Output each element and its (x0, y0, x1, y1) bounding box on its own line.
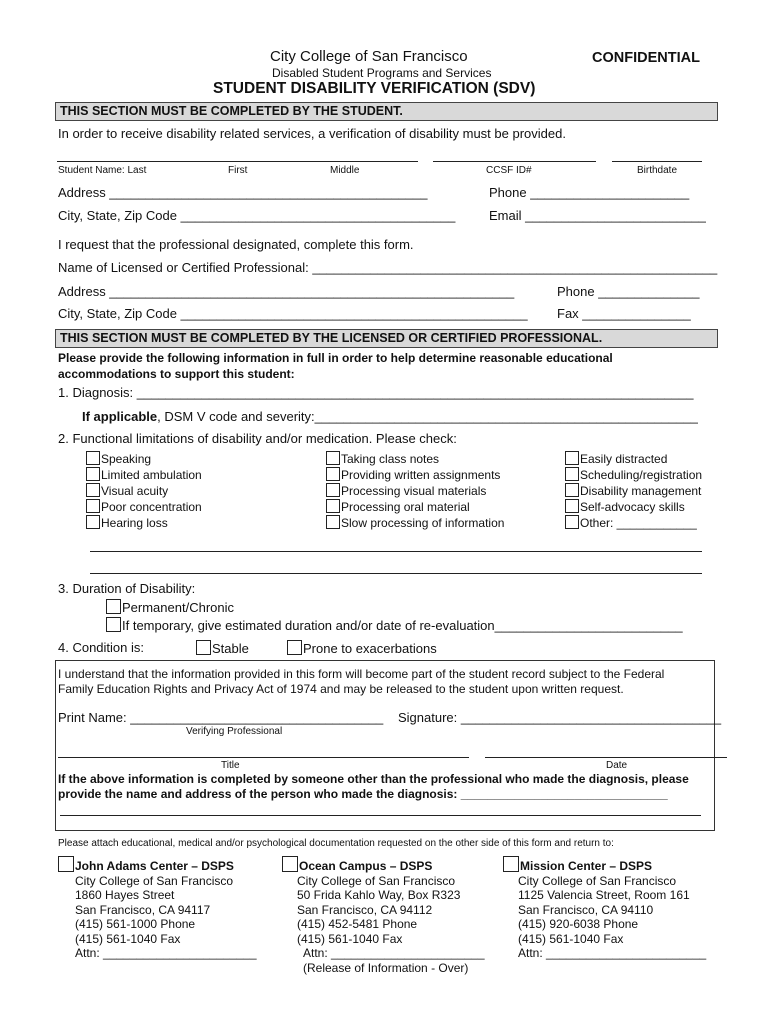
professional-name-field[interactable]: Name of Licensed or Certified Professional: ________________________________________________________ (58, 260, 718, 275)
first-name-label: First (228, 165, 248, 176)
consent-line-2: Family Education Rights and Privacy Act of 1974 and may be released to the student upon written request. (58, 682, 624, 696)
checkbox-disability-management[interactable]: Disability management (565, 483, 702, 499)
attn-field[interactable]: Attn: _______________________ (303, 946, 485, 960)
center-line: 1125 Valencia Street, Room 161 (518, 888, 690, 902)
instruction-line-1: Please provide the following information in full in order to help determine reasonable educational (58, 351, 613, 365)
checkbox-permanent[interactable]: Permanent/Chronic (106, 599, 234, 615)
center-line: 1860 Hayes Street (75, 888, 175, 902)
limitations-col-2 (326, 451, 504, 531)
center-line: (415) 920-6038 Phone (518, 917, 639, 931)
date-label: Date (606, 760, 628, 771)
checkbox-self-advocacy[interactable]: Self-advocacy skills (565, 499, 702, 515)
checkbox-poor-concentration[interactable]: Poor concentration (86, 499, 202, 515)
checkbox-taking-notes[interactable]: Taking class notes (326, 451, 504, 467)
attn-field[interactable]: Attn: ________________________ (518, 946, 707, 960)
checkbox-temporary[interactable]: If temporary, give estimated duration and/or date of re-evaluation__________________________ (106, 617, 683, 633)
dsm-code-field[interactable]: If applicable, DSM V code and severity:_____________________________________________________ (82, 409, 698, 424)
consent-line-1: I understand that the information provided in this form will become part of the student record subject to the Federal (58, 667, 665, 681)
other-person-field[interactable]: provide the name and address of the person who made the diagnosis: _______________________________ (58, 787, 668, 801)
limitations-blank-line-2[interactable] (90, 573, 702, 574)
center-line: San Francisco, CA 94117 (75, 902, 211, 917)
middle-name-label: Middle (330, 165, 360, 176)
limitations-col-3 (565, 451, 702, 531)
center-john-adams (58, 856, 257, 961)
professional-address-field[interactable]: Address ________________________________________________________ (58, 284, 515, 299)
checkbox-speaking[interactable]: Speaking (86, 451, 202, 467)
center-line: (415) 561-1040 Fax (75, 931, 181, 946)
attn-field[interactable]: Attn: _______________________ (75, 946, 257, 960)
center-ocean (282, 856, 485, 975)
center-line: (415) 561-1000 Phone (75, 917, 196, 931)
consent-box-top (55, 660, 715, 661)
print-name-field[interactable]: Print Name: ___________________________________ (58, 710, 384, 725)
center-line: (415) 561-1040 Fax (518, 931, 624, 946)
student-address-field[interactable]: Address ____________________________________________ (58, 185, 428, 200)
last-name-label: Student Name: Last (58, 165, 147, 176)
checkbox-written-assignments[interactable]: Providing written assignments (326, 467, 504, 483)
center-line: (415) 561-1040 Fax (297, 931, 403, 946)
college-name: City College of San Francisco (270, 48, 468, 65)
student-section-bar: THIS SECTION MUST BE COMPLETED BY THE STUDENT. (55, 102, 718, 121)
center-line: San Francisco, CA 94110 (518, 902, 654, 917)
checkbox-prone[interactable]: Prone to exacerbations (287, 640, 437, 656)
checkbox-visual-materials[interactable]: Processing visual materials (326, 483, 504, 499)
instruction-line-2: accommodations to support this student: (58, 367, 295, 381)
student-email-field[interactable]: Email _________________________ (489, 208, 706, 223)
checkbox-limited-ambulation[interactable]: Limited ambulation (86, 467, 202, 483)
other-person-blank-line[interactable] (60, 815, 701, 816)
ccsf-id-label: CCSF ID# (486, 165, 532, 176)
center-line: San Francisco, CA 94112 (297, 902, 433, 917)
center-line: 50 Frida Kahlo Way, Box R323 (297, 888, 461, 902)
intro-text: In order to receive disability related services, a verification of disability must be provided. (58, 126, 566, 141)
birthdate-label: Birthdate (637, 165, 678, 176)
student-city-field[interactable]: City, State, Zip Code ______________________________________ (58, 208, 456, 223)
form-title: STUDENT DISABILITY VERIFICATION (SDV) (213, 80, 536, 97)
checkbox-slow-processing[interactable]: Slow processing of information (326, 515, 504, 531)
other-person-line-1: If the above information is completed by someone other than the professional who made the diagnosis, please (58, 772, 689, 786)
diagnosis-field[interactable]: 1. Diagnosis: _____________________________________________________________________________ (58, 385, 694, 400)
student-phone-field[interactable]: Phone ______________________ (489, 185, 690, 200)
consent-box-bottom (55, 830, 715, 831)
request-text: I request that the professional designated, complete this form. (58, 237, 414, 252)
duration-label: 3. Duration of Disability: (58, 581, 196, 596)
title-line[interactable] (58, 757, 469, 758)
center-line: City College of San Francisco (518, 873, 677, 888)
title-label: Title (221, 760, 240, 771)
checkbox-john-adams[interactable]: John Adams Center – DSPS (58, 856, 257, 874)
verifying-professional-label: Verifying Professional (186, 726, 283, 737)
center-line: City College of San Francisco (297, 873, 456, 888)
condition-label: 4. Condition is: (58, 640, 144, 655)
functional-limitations-label: 2. Functional limitations of disability and/or medication. Please check: (58, 431, 457, 446)
release-over-note: (Release of Information - Over) (303, 960, 469, 975)
checkbox-stable[interactable]: Stable (196, 640, 249, 656)
center-line: (415) 452-5481 Phone (297, 917, 418, 931)
center-mission (503, 856, 706, 961)
department-name: Disabled Student Programs and Services (272, 66, 492, 80)
checkbox-hearing-loss[interactable]: Hearing loss (86, 515, 202, 531)
center-line: City College of San Francisco (75, 873, 234, 888)
signature-field[interactable]: Signature: ____________________________________ (398, 710, 722, 725)
professional-section-bar: THIS SECTION MUST BE COMPLETED BY THE LICENSED OR CERTIFIED PROFESSIONAL. (55, 329, 718, 348)
checkbox-mission[interactable]: Mission Center – DSPS (503, 856, 706, 874)
limitations-col-1 (86, 451, 202, 531)
professional-phone-field[interactable]: Phone ______________ (557, 284, 700, 299)
professional-city-field[interactable]: City, State, Zip Code ________________________________________________ (58, 306, 528, 321)
attach-instructions: Please attach educational, medical and/or psychological documentation requested on the other side of this form and return to: (58, 838, 614, 849)
date-line[interactable] (485, 757, 727, 758)
confidential-label: CONFIDENTIAL (592, 50, 700, 66)
checkbox-other[interactable]: Other: ____________ (565, 515, 702, 531)
consent-box-left (55, 660, 56, 830)
checkbox-visual-acuity[interactable]: Visual acuity (86, 483, 202, 499)
checkbox-scheduling[interactable]: Scheduling/registration (565, 467, 702, 483)
consent-box-right (714, 660, 715, 830)
professional-fax-field[interactable]: Fax _______________ (557, 306, 691, 321)
student-name-line[interactable] (57, 161, 418, 162)
checkbox-easily-distracted[interactable]: Easily distracted (565, 451, 702, 467)
checkbox-ocean[interactable]: Ocean Campus – DSPS (282, 856, 485, 874)
birthdate-line[interactable] (612, 161, 702, 162)
ccsf-id-line[interactable] (433, 161, 596, 162)
checkbox-oral-material[interactable]: Processing oral material (326, 499, 504, 515)
limitations-blank-line-1[interactable] (90, 551, 702, 552)
